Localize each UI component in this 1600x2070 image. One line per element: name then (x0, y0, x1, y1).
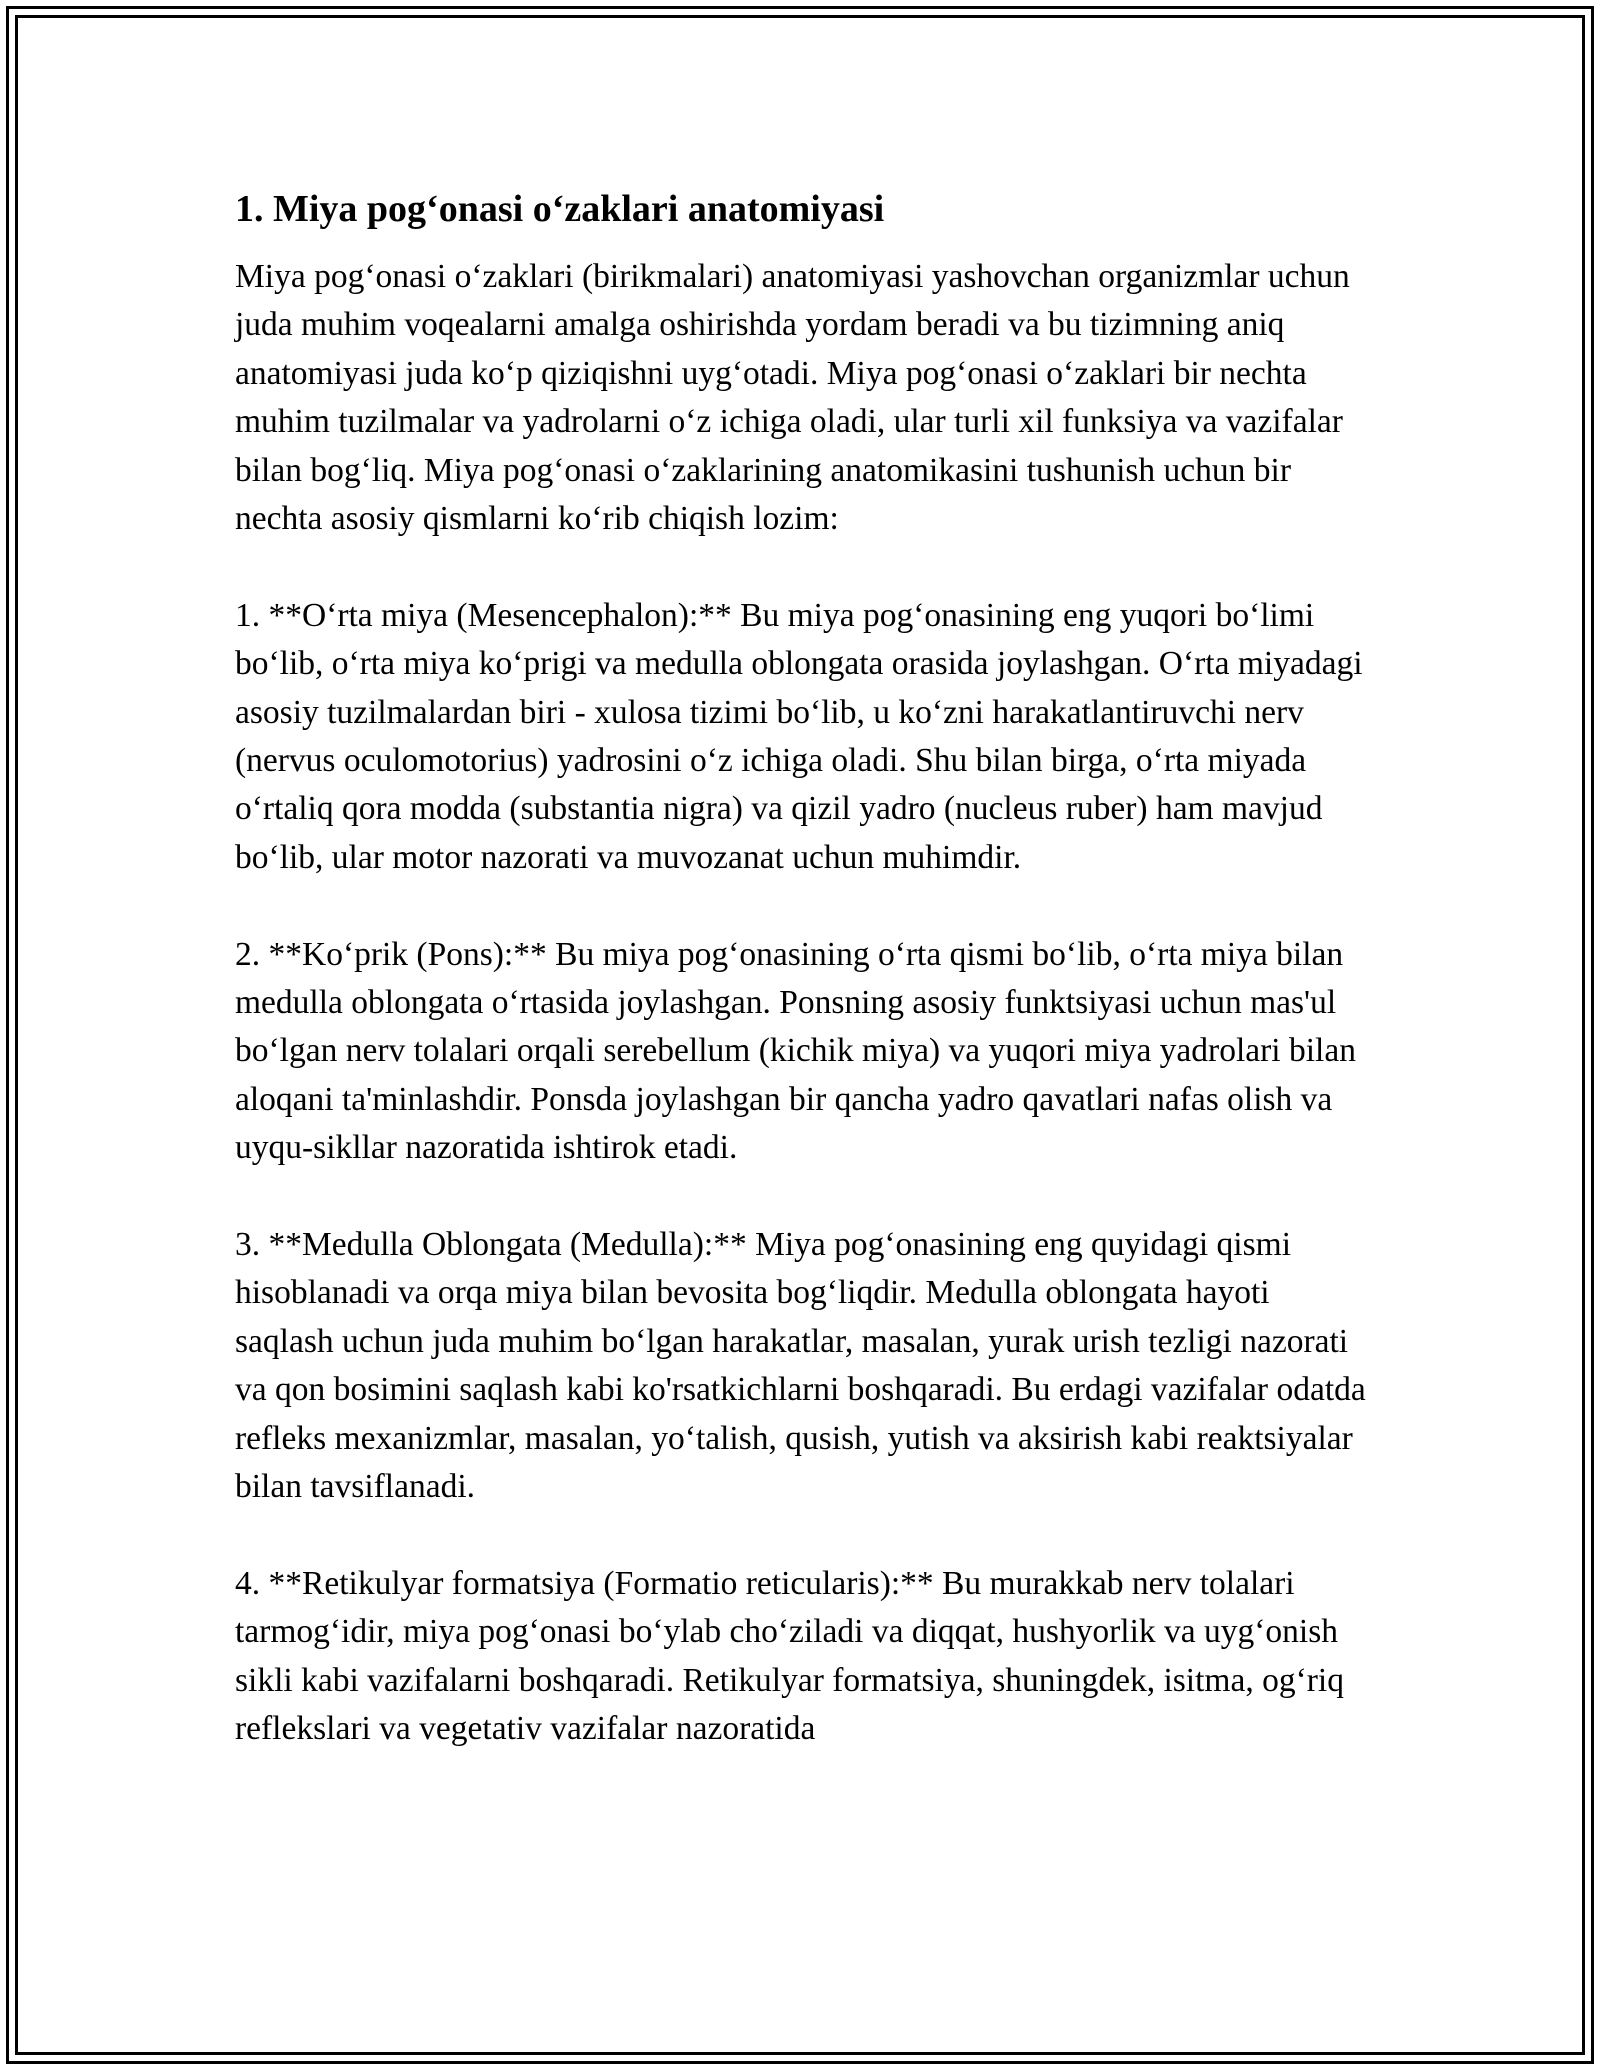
intro-paragraph: Miya pog‘onasi o‘zaklari (birikmalari) anatomiyasi yashovchan organizmlar uchun juda muhim voqealarni amalga oshirishda yordam beradi va bu tizimning aniq anatomiyasi juda ko‘p qiziqishni uyg‘otadi. Miya pog‘onasi o‘zaklari bir nechta muhim tuzilmalar va yadrolarni o‘z ichiga oladi, ular turli xil funksiya va vazifalar bilan bog‘liq. Miya pog‘onasi o‘zaklarining anatomikasini tushunish uchun bir nechta asosiy qismlarni ko‘rib chiqish lozim: (235, 258, 1350, 538)
document-body (235, 185, 1375, 1802)
paragraph-pons: 2. **Ko‘prik (Pons):** Bu miya pog‘onasining o‘rta qismi bo‘lib, o‘rta miya bilan medulla oblongata o‘rtasida joylashgan. Ponsning asosiy funktsiyasi uchun mas'ul bo‘lgan nerv tolalari orqali serebellum (kichik miya) va yuqori miya yadrolari bilan aloqani ta'minlashdir. Ponsda joylashgan bir qancha yadro qavatlari nafas olish va uyqu-sikllar nazoratida ishtirok etadi. (235, 935, 1356, 1167)
section-heading: 1. Miya pog‘onasi o‘zaklari anatomiyasi (235, 188, 885, 230)
paragraph-medulla: 3. **Medulla Oblongata (Medulla):** Miya pog‘onasining eng quyidagi qismi hisoblanadi va orqa miya bilan bevosita bog‘liqdir. Medulla oblongata hayoti saqlash uchun juda muhim bo‘lgan harakatlar, masalan, yurak urish tezligi nazorati va qon bosimini saqlash kabi ko'rsatkichlarni boshqaradi. Bu erdagi vazifalar odatda refleks mexanizmlar, masalan, yo‘talish, qusish, yutish va aksirish kabi reaktsiyalar bilan tavsiflanadi. (235, 1226, 1366, 1506)
paragraph-reticular-formation: 4. **Retikulyar formatsiya (Formatio reticularis):** Bu murakkab nerv tolalari tarmog‘idir, miya pog‘onasi bo‘ylab cho‘ziladi va diqqat, hushyorlik va uyg‘onish sikli kabi vazifalarni boshqaradi. Retikulyar formatsiya, shuningdek, isitma, og‘riq reflekslari va vegetativ vazifalar nazoratida (235, 1564, 1344, 1748)
paragraph-midbrain: 1. **O‘rta miya (Mesencephalon):** Bu miya pog‘onasining eng yuqori bo‘limi bo‘lib, o‘rta miya ko‘prigi va medulla oblongata orasida joylashgan. O‘rta miyadagi asosiy tuzilmalardan biri - xulosa tizimi bo‘lib, u ko‘zni harakatlantiruvchi nerv (nervus oculomotorius) yadrosini o‘z ichiga oladi. Shu bilan birga, o‘rta miyada o‘rtaliq qora modda (substantia nigra) va qizil yadro (nucleus ruber) ham mavjud bo‘lib, ular motor nazorati va muvozanat uchun muhimdir. (235, 596, 1363, 876)
